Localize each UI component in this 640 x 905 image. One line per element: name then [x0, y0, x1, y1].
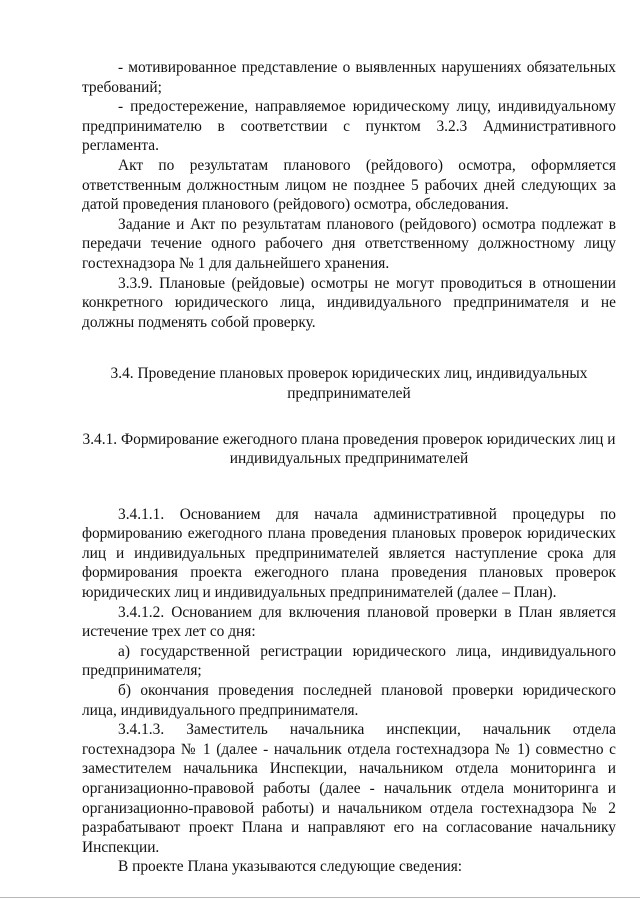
heading-3-4-1-line1: 3.4.1. Формирование ежегодного плана проведения проверок юридических лиц и — [82, 430, 616, 448]
paragraph-3-4-1-2: 3.4.1.2. Основанием для включения плановой проверки в План является истечение трех лет со дня: — [82, 603, 616, 641]
paragraph-3-3-9: 3.3.9. Плановые (рейдовые) осмотры не могут проводиться в отношении конкретного юридического лица, индивидуального предпринимателя и не должны подменять собой проверку. — [82, 274, 616, 331]
heading-3-4-1-line2: индивидуальных предпринимателей — [229, 450, 469, 468]
paragraph-task-and-act: Задание и Акт по результатам планового (рейдового) осмотра подлежат в передачи течение одного рабочего дня ответственному должностному лицу гостехнадзора № 1 для дальнейшего хранения. — [82, 215, 616, 272]
section-heading-3-4-1 — [82, 430, 616, 469]
paragraph-item-b: б) окончания проведения последней плановой проверки юридического лица, индивидуального предпринимателя. — [82, 682, 616, 719]
paragraph-inspection-act: Акт по результатам планового (рейдового) осмотра, оформляется ответственным должностным лицом не позднее 5 рабочих дней следующих за датой проведения планового (рейдового) осмотра, обследования. — [82, 156, 616, 214]
section-heading-3-4 — [82, 364, 616, 403]
spacer — [82, 469, 616, 505]
scan-edge-line — [0, 897, 640, 898]
paragraph-item-a: а) государственной регистрации юридического лица, индивидуального предпринимателя; — [82, 642, 616, 680]
paragraph-3-4-1-3: 3.4.1.3. Заместитель начальника инспекции, начальник отдела гостехнадзора № 1 (далее - начальник отдела гостехнадзора № 1) совместно с заместителем начальника Инспекции, начальником отдела мониторинга и организационно-правовой работы (далее - начальник отдела мониторинга и организационно-правовой работы) и начальником отдела гостехнадзора № 2 разрабатывают проект Плана и направляют его на согласование начальнику Инспекции. — [82, 721, 616, 856]
spacer — [82, 332, 616, 364]
paragraph-plan-contents: В проекте Плана указываются следующие сведения: — [118, 858, 463, 876]
spacer — [82, 404, 616, 430]
paragraph-motivated-submission: - мотивированное представление о выявленных нарушениях обязательных требований; — [82, 59, 616, 96]
heading-3-4-line2: предпринимателей — [287, 384, 411, 402]
paragraph-warning: - предостережение, направляемое юридическому лицу, индивидуальному предпринимателю в соответствии с пунктом 3.2.3 Административного регламента. — [82, 98, 616, 155]
document-page — [82, 58, 616, 877]
paragraph-3-4-1-1: 3.4.1.1. Основанием для начала административной процедуры по формированию ежегодного плана проведения плановых проверок юридических лиц и индивидуальных предпринимателей является наступление срока для формирования проекта ежегодного плана проведения плановых проверок юридических лиц и индивидуальных предпринимателей (далее – План). — [82, 505, 616, 602]
heading-3-4-line1: 3.4. Проведение плановых проверок юридических лиц, индивидуальных — [110, 365, 588, 383]
